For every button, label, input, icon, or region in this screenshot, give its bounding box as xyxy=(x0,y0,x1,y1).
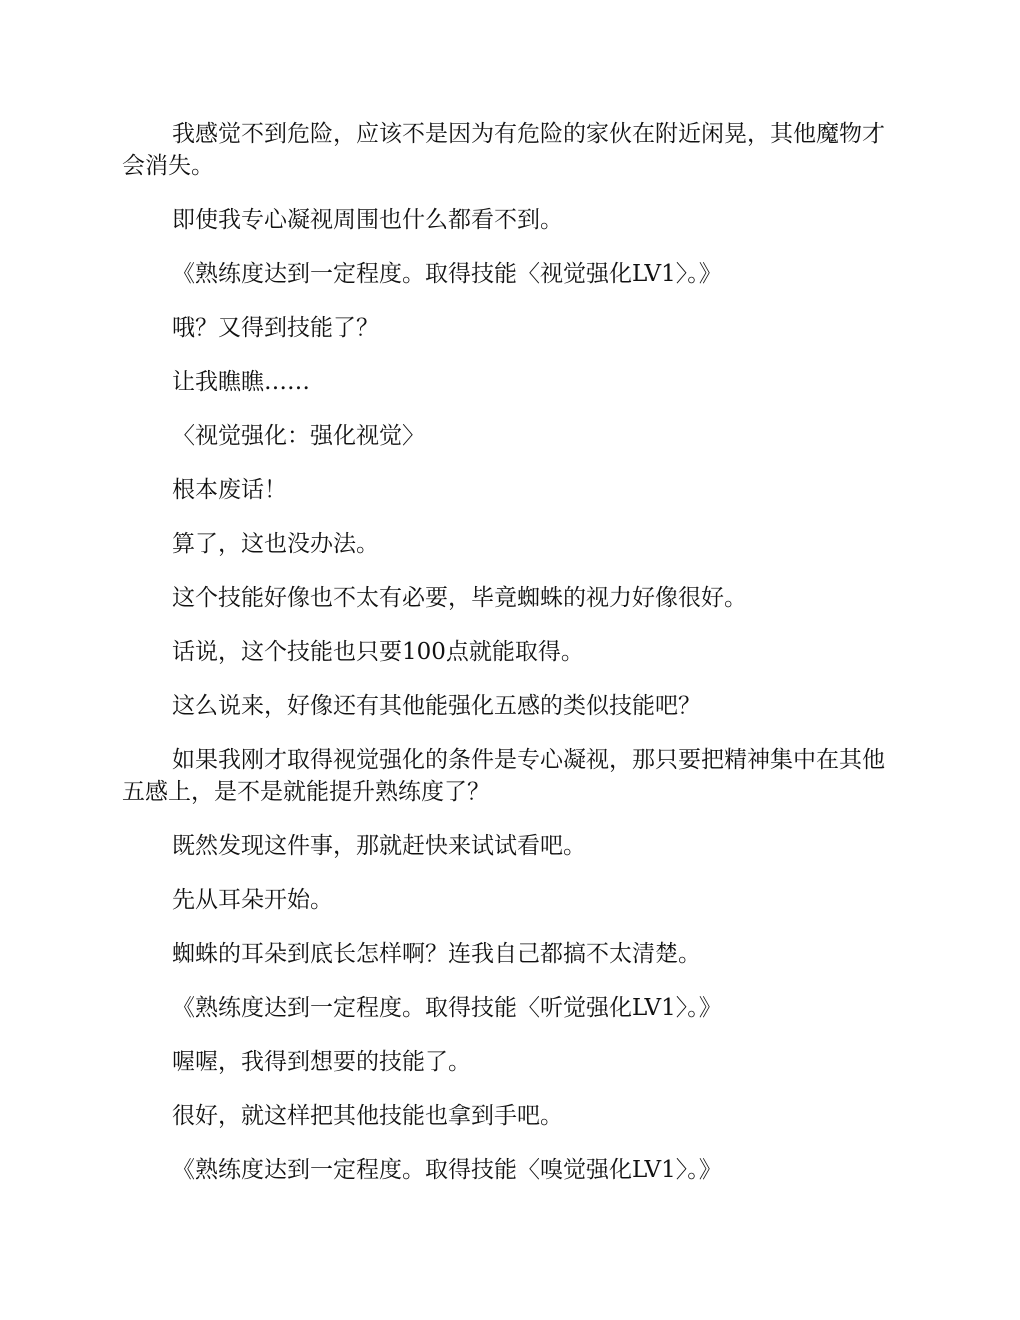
paragraph: 〈视觉强化：强化视觉〉 xyxy=(172,423,425,449)
paragraph: 很好，就这样把其他技能也拿到手吧。 xyxy=(172,1103,563,1129)
paragraph: 既然发现这件事，那就赶快来试试看吧。 xyxy=(172,833,586,859)
paragraph: 如果我刚才取得视觉强化的条件是专心凝视，那只要把精神集中在其他五感上，是不是就能提升熟练度了？ xyxy=(122,747,885,805)
paragraph: 《熟练度达到一定程度。取得技能〈嗅觉强化LV1〉。》 xyxy=(172,1157,722,1183)
paragraph: 算了，这也没办法。 xyxy=(172,531,379,557)
paragraph: 这个技能好像也不太有必要，毕竟蜘蛛的视力好像很好。 xyxy=(172,585,747,611)
paragraph: 喔喔，我得到想要的技能了。 xyxy=(172,1049,471,1075)
paragraph: 哦？又得到技能了？ xyxy=(172,315,379,341)
document-page xyxy=(122,118,898,1208)
paragraph: 我感觉不到危险，应该不是因为有危险的家伙在附近闲晃，其他魔物才会消失。 xyxy=(122,121,885,179)
paragraph: 先从耳朵开始。 xyxy=(172,887,333,913)
paragraph: 《熟练度达到一定程度。取得技能〈听觉强化LV1〉。》 xyxy=(172,995,722,1021)
paragraph: 让我瞧瞧…… xyxy=(172,369,310,395)
paragraph: 《熟练度达到一定程度。取得技能〈视觉强化LV1〉。》 xyxy=(172,261,722,287)
paragraph: 这么说来，好像还有其他能强化五感的类似技能吧？ xyxy=(172,693,701,719)
paragraph: 根本废话！ xyxy=(172,477,287,503)
paragraph: 蜘蛛的耳朵到底长怎样啊？连我自己都搞不太清楚。 xyxy=(172,941,701,967)
paragraph: 话说，这个技能也只要100点就能取得。 xyxy=(172,639,584,665)
paragraph: 即使我专心凝视周围也什么都看不到。 xyxy=(172,207,563,233)
